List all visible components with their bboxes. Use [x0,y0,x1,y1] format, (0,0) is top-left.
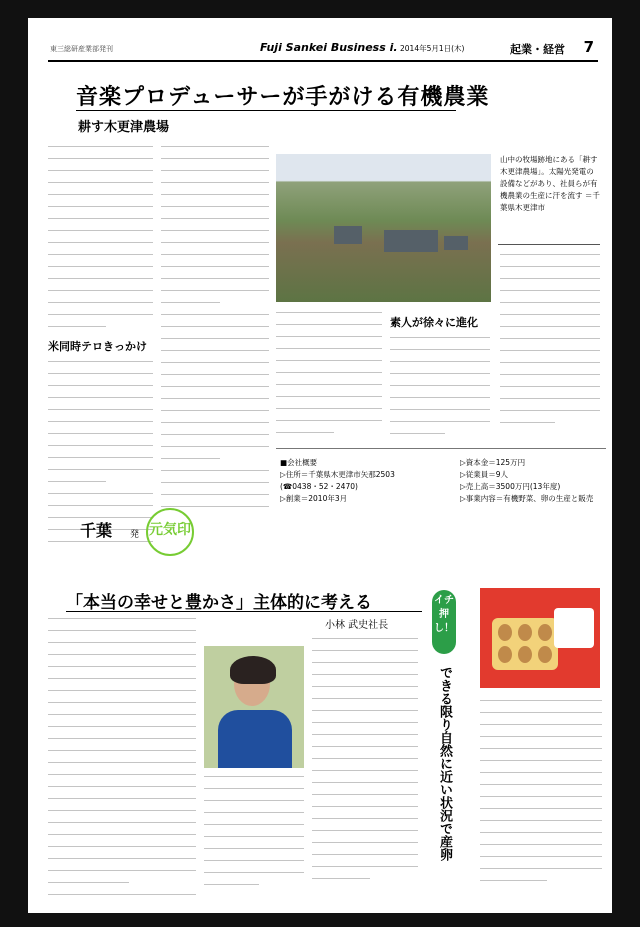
mid-heading-2: 素人が徐々に進化 [390,316,478,329]
newspaper-page [28,18,612,913]
article1-column-2 [161,146,269,518]
company-employees: ▷従業員＝9人 [460,470,509,479]
egg-vertical-caption: できる限り自然に近い状況で産卵 [437,666,452,861]
article1-column-5 [500,254,600,434]
company-address: ▷住所＝千葉県木更津市矢那2503 [280,470,395,479]
article1-column-1 [48,146,153,553]
company-phone: (☎0438・52・2470) [280,482,358,491]
headline2-rule [66,611,422,612]
mid-heading-1: 米同時テロきっかけ [48,340,147,353]
headline-rule [76,110,456,111]
article1-headline: 音楽プロデューサーが手がける有機農業 [76,85,490,110]
article2-column-1 [48,618,196,906]
header-date: 2014年5月1日(木) [400,44,465,53]
header-left: 東三総研産業部発刊 [50,45,113,53]
article1-subhead: 耕す木更津農場 [78,120,170,135]
company-business: ▷事業内容＝有機野菜、卵の生産と販売 [460,494,594,503]
company-capital: ▷資本金＝125万円 [460,458,526,467]
president-photo [204,646,304,768]
header-page: 7 [583,38,594,56]
corner-suffix: 発 [130,530,140,540]
company-profile [276,448,606,507]
header-center: Fuji Sankei Business i. [260,41,398,54]
eggs-photo [480,588,600,688]
article1-column-4 [390,312,490,445]
photo-caption: 山中の牧場跡地にある「耕す木更津農場」。太陽光発電の設備などがあり、社員らが有機農業の生産に汗を流す ＝千葉県木更津市 [500,155,600,212]
corner-prefecture: 千葉 [80,521,113,540]
header-section: 起業・経営 [510,43,565,56]
article1-column-3 [276,312,382,444]
article2-column-2 [204,776,304,896]
farm-photo [276,154,491,302]
caption-rule [498,244,600,245]
company-founded: ▷創業＝2010年3月 [280,494,348,503]
article2-byline: 小林 武史社長 [325,620,389,631]
article2-column-3 [312,638,418,890]
company-sales: ▷売上高＝3500万円(13年度) [460,482,561,491]
article2-column-4 [480,700,602,892]
recommend-tag: イチ押し！ [432,590,456,654]
company-label: ■会社概要 [280,458,318,467]
genki-badge: 元気印 [146,508,194,556]
article2-headline: 「本当の幸せと豊かさ」主体的に考える [66,593,372,613]
page-header [48,34,598,62]
